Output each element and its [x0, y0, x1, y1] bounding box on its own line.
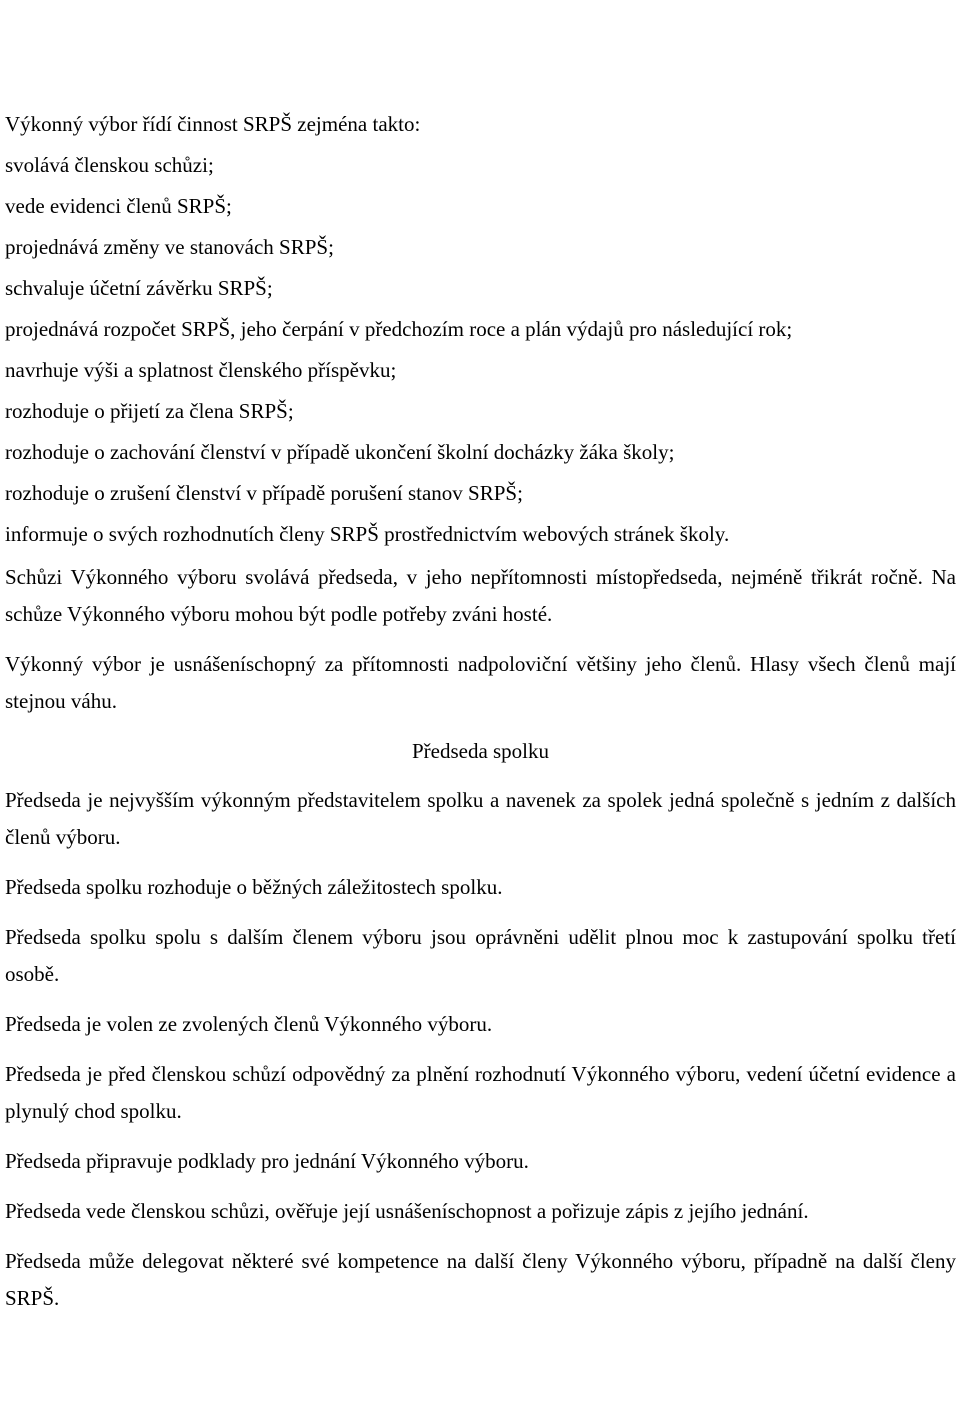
committee-paragraph: Schůzi Výkonného výboru svolává předseda, v jeho nepřítomnosti místopředseda, nejméně třikrát ročně. Na schůze Výkonného výboru mohou být podle potřeby zváni hosté.	[5, 565, 956, 626]
chair-paragraph: Předseda je volen ze zvolených členů Výkonného výboru.	[5, 1012, 493, 1036]
list-item: informuje o svých rozhodnutích členy SRPŠ prostřednictvím webových stránek školy.	[5, 522, 730, 546]
document-page	[5, 104, 956, 1330]
list-item: svolává členskou schůzi;	[5, 153, 214, 177]
chair-section	[5, 733, 956, 1317]
chair-paragraph: Předseda je nejvyšším výkonným představitelem spolku a navenek za spolek jedná společně s jedním z dalších členů výboru.	[5, 788, 956, 849]
chair-paragraph: Předseda připravuje podklady pro jednání Výkonného výboru.	[5, 1149, 529, 1173]
list-item: vede evidenci členů SRPŠ;	[5, 194, 232, 218]
chair-paragraph: Předseda spolku rozhoduje o běžných záležitostech spolku.	[5, 875, 503, 899]
list-item: schvaluje účetní závěrku SRPŠ;	[5, 276, 273, 300]
list-item: rozhoduje o zachování členství v případě ukončení školní docházky žáka školy;	[5, 440, 675, 464]
chair-paragraph: Předseda je před členskou schůzí odpovědný za plnění rozhodnutí Výkonného výboru, vedení účetní evidence a plynulý chod spolku.	[5, 1062, 956, 1123]
list-item: projednává změny ve stanovách SRPŠ;	[5, 235, 334, 259]
list-item: navrhuje výši a splatnost členského příspěvku;	[5, 358, 397, 382]
list-item: rozhoduje o přijetí za člena SRPŠ;	[5, 399, 294, 423]
committee-paragraph: Výkonný výbor je usnášeníschopný za přítomnosti nadpoloviční většiny jeho členů. Hlasy všech členů mají stejnou váhu.	[5, 652, 956, 713]
section-heading: Předseda spolku	[411, 739, 550, 763]
list-item: rozhoduje o zrušení členství v případě porušení stanov SRPŠ;	[5, 481, 523, 505]
chair-paragraph: Předseda může delegovat některé své kompetence na další členy Výkonného výboru, případně na další členy SRPŠ.	[5, 1249, 956, 1310]
committee-meetings	[5, 559, 956, 720]
chair-paragraph: Předseda spolku spolu s dalším členem výboru jsou oprávněni udělit plnou moc k zastupování spolku třetí osobě.	[5, 925, 956, 986]
committee-duties-list	[5, 104, 956, 555]
list-intro: Výkonný výbor řídí činnost SRPŠ zejména takto:	[5, 112, 421, 136]
list-item: projednává rozpočet SRPŠ, jeho čerpání v předchozím roce a plán výdajů pro následující rok;	[5, 317, 793, 341]
chair-paragraph: Předseda vede členskou schůzi, ověřuje její usnášeníschopnost a pořizuje zápis z jejího jednání.	[5, 1199, 809, 1223]
